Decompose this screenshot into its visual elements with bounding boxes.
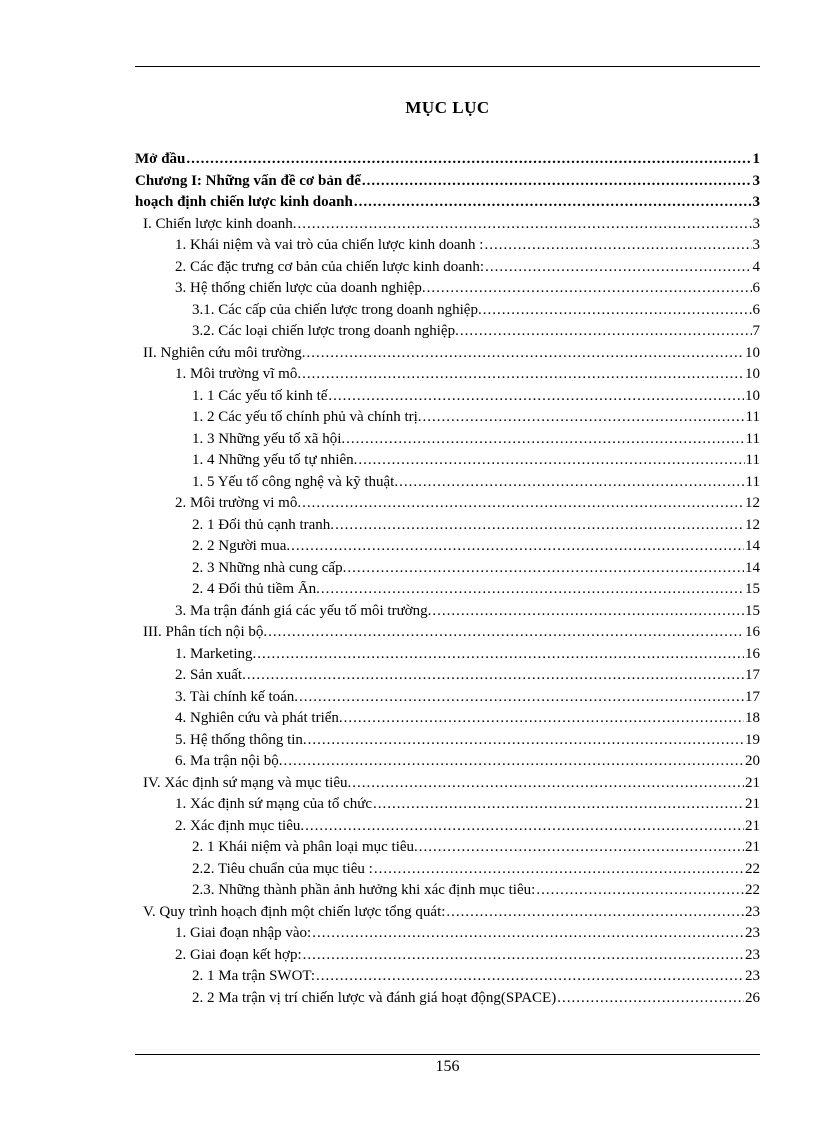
toc-dot-leader (373, 796, 744, 813)
table-of-contents (135, 151, 760, 1011)
toc-entry[interactable] (135, 538, 760, 560)
page-number: 156 (435, 1058, 460, 1075)
toc-entry-page: 14 (745, 559, 760, 576)
toc-entry[interactable] (135, 409, 760, 431)
toc-entry-page: 3 (752, 172, 760, 189)
toc-dot-leader (344, 710, 744, 727)
toc-dot-leader (186, 151, 751, 168)
toc-entry-title: IV. Xác định sứ mạng và mục tiêu. (143, 774, 352, 791)
toc-entry-page: 12 (745, 495, 760, 511)
toc-entry-title: 2.3. Những thành phần ảnh hưởng khi xác định mục tiêu: (192, 882, 536, 898)
toc-entry-page: 10 (745, 344, 760, 361)
toc-entry-title: 2. Sản xuất. (175, 667, 246, 683)
toc-entry-title: 1. 4 Những yếu tố tự nhiên. (192, 452, 358, 468)
toc-dot-leader (328, 388, 744, 405)
toc-entry-page: 15 (745, 602, 760, 619)
toc-entry-page: 16 (745, 624, 760, 640)
toc-entry-page: 17 (745, 688, 760, 705)
toc-dot-leader (347, 560, 744, 577)
toc-entry-title: 1. Môi trường vĩ mô. (175, 366, 302, 382)
toc-entry-title: 2. 2 Người mua. (192, 538, 291, 554)
toc-entry-title: 2. Môi trường vi mô. (175, 495, 302, 511)
toc-dot-leader (399, 474, 744, 491)
toc-entry[interactable] (135, 194, 760, 216)
toc-entry-page: 14 (745, 538, 760, 554)
toc-entry[interactable] (135, 882, 760, 904)
toc-dot-leader (358, 452, 744, 469)
toc-entry[interactable] (135, 474, 760, 496)
toc-entry-page: 17 (745, 667, 760, 683)
toc-dot-leader (308, 732, 744, 749)
toc-dot-leader (419, 839, 744, 856)
toc-entry[interactable] (135, 581, 760, 603)
toc-dot-leader (460, 323, 752, 340)
toc-entry[interactable] (135, 345, 760, 367)
toc-entry-title: II. Nghiên cứu môi trường. (143, 344, 306, 361)
toc-entry[interactable] (135, 667, 760, 689)
toc-entry-page: 11 (745, 409, 760, 425)
toc-entry-page: 11 (745, 452, 760, 468)
toc-dot-leader (446, 904, 744, 921)
toc-entry-title: 1. Xác định sứ mạng của tổ chức (175, 796, 373, 812)
toc-dot-leader (346, 431, 744, 448)
toc-entry-page: 21 (745, 774, 760, 791)
toc-entry-title: III. Phân tích nội bộ. (143, 624, 268, 640)
toc-entry-page: 3 (752, 237, 760, 253)
toc-dot-leader (316, 968, 744, 985)
toc-dot-leader (362, 173, 752, 190)
toc-entry-title: 1. 5 Yếu tố công nghệ và kỹ thuật. (192, 473, 399, 490)
footer-rule (135, 1054, 760, 1055)
toc-entry[interactable] (135, 302, 760, 324)
toc-entry[interactable] (135, 237, 760, 259)
toc-entry-page: 16 (745, 645, 760, 662)
toc-dot-leader (432, 603, 744, 620)
toc-entry-title: V. Quy trình hoạch định một chiến lược tổng quát: (143, 903, 446, 920)
toc-entry[interactable] (135, 216, 760, 238)
toc-entry[interactable] (135, 753, 760, 775)
header-rule (135, 66, 760, 67)
toc-entry[interactable] (135, 280, 760, 302)
toc-entry[interactable] (135, 904, 760, 926)
toc-entry-page: 7 (752, 323, 760, 339)
toc-entry-page: 23 (745, 903, 760, 920)
toc-entry-page: 10 (745, 387, 760, 404)
toc-entry[interactable] (135, 517, 760, 539)
toc-entry-title: 2. 1 Đối thủ cạnh tranh. (192, 516, 335, 533)
toc-entry-title: 2.2. Tiêu chuẩn của mục tiêu : (192, 860, 373, 877)
toc-dot-leader (247, 667, 744, 684)
toc-entry-title: 2. Các đặc trưng cơ bản của chiến lược kinh doanh: (175, 258, 485, 275)
toc-entry[interactable] (135, 366, 760, 388)
toc-entry-title: Chương I: Những vấn đề cơ bản để (135, 172, 361, 189)
toc-dot-leader (302, 366, 744, 383)
toc-entry-title: 2. 2 Ma trận vị trí chiến lược và đánh giá hoạt động(SPACE) (192, 989, 557, 1006)
toc-dot-leader (303, 947, 744, 964)
toc-entry-title: 4. Nghiên cứu và phát triển. (175, 710, 343, 726)
toc-entry-title: 3. Tài chính kế toán. (175, 688, 299, 705)
toc-entry[interactable] (135, 710, 760, 732)
toc-entry-page: 22 (745, 860, 760, 877)
toc-dot-leader (302, 495, 744, 512)
toc-dot-leader (484, 237, 751, 254)
toc-entry[interactable] (135, 259, 760, 281)
toc-entry-title: 1. 3 Những yếu tố xã hội. (192, 430, 346, 447)
toc-entry-title: I. Chiến lược kinh doanh. (143, 215, 297, 232)
toc-dot-leader (291, 538, 744, 555)
toc-entry-page: 23 (745, 925, 760, 941)
toc-dot-leader (374, 861, 744, 878)
toc-entry-page: 26 (745, 989, 760, 1006)
toc-entry-page: 6 (752, 301, 760, 318)
toc-dot-leader (299, 689, 744, 706)
toc-entry-title: 1. 2 Các yếu tố chính phủ và chính trị. (192, 409, 422, 425)
toc-heading: MỤC LỤC (405, 98, 490, 117)
toc-entry[interactable] (135, 925, 760, 947)
toc-entry-title: 3.1. Các cấp của chiến lược trong doanh nghiệp. (192, 301, 482, 318)
toc-entry-title: 3.2. Các loại chiến lược trong doanh nghiệp. (192, 323, 459, 339)
toc-entry-title: 2. Giai đoạn kết hợp: (175, 946, 302, 963)
toc-entry-title: 3. Ma trận đánh giá các yếu tố môi trường. (175, 602, 432, 619)
toc-dot-leader (321, 581, 744, 598)
toc-dot-leader (485, 259, 751, 276)
toc-entry-page: 1 (752, 151, 760, 167)
toc-entry[interactable] (135, 646, 760, 668)
toc-dot-leader (268, 624, 744, 641)
toc-entry[interactable] (135, 388, 760, 410)
toc-dot-leader (312, 925, 744, 942)
toc-entry-title: 1. Marketing. (175, 645, 257, 662)
toc-dot-leader (423, 409, 745, 426)
toc-entry[interactable] (135, 173, 760, 195)
toc-entry[interactable] (135, 775, 760, 797)
toc-entry[interactable] (135, 495, 760, 517)
toc-entry-title: 1. Khái niệm và vai trò của chiến lược kinh doanh : (175, 237, 484, 253)
toc-dot-leader (298, 216, 752, 233)
toc-entry-page: 4 (752, 258, 760, 275)
toc-entry-page: 10 (745, 366, 760, 382)
toc-entry[interactable] (135, 861, 760, 883)
toc-dot-leader (354, 194, 752, 211)
toc-entry-page: 6 (752, 280, 760, 296)
toc-entry[interactable] (135, 990, 760, 1012)
toc-entry-page: 11 (745, 473, 760, 490)
toc-entry-page: 19 (745, 731, 760, 748)
toc-entry-title: 2. 1 Ma trận SWOT: (192, 968, 315, 984)
toc-entry-title: 5. Hệ thống thông tin. (175, 731, 307, 748)
toc-dot-leader (257, 646, 744, 663)
toc-dot-leader (427, 280, 752, 297)
toc-entry[interactable] (135, 624, 760, 646)
toc-entry-page: 3 (752, 215, 760, 232)
toc-entry-title: 1. 1 Các yếu tố kinh tế (192, 387, 328, 404)
toc-entry-page: 22 (745, 882, 760, 898)
toc-entry-page: 23 (745, 946, 760, 963)
toc-entry[interactable] (135, 689, 760, 711)
toc-entry-page: 18 (745, 710, 760, 726)
toc-dot-leader (335, 517, 744, 534)
toc-entry-page: 21 (745, 839, 760, 855)
toc-entry[interactable] (135, 452, 760, 474)
toc-entry-title: 2. Xác định mục tiêu. (175, 817, 305, 834)
toc-entry-title: Mở đầu (135, 151, 186, 167)
toc-entry[interactable] (135, 968, 760, 990)
toc-entry[interactable] (135, 947, 760, 969)
toc-entry-title: 6. Ma trận nội bộ. (175, 753, 283, 769)
toc-dot-leader (557, 990, 744, 1007)
toc-dot-leader (483, 302, 752, 319)
toc-entry[interactable] (135, 732, 760, 754)
toc-entry-title: 2. 3 Những nhà cung cấp. (192, 559, 347, 576)
toc-entry-title: hoạch định chiến lược kinh doanh (135, 194, 353, 210)
toc-entry-title: 1. Giai đoạn nhập vào: (175, 925, 312, 941)
toc-entry[interactable] (135, 431, 760, 453)
toc-entry-page: 12 (745, 516, 760, 533)
toc-entry[interactable] (135, 818, 760, 840)
toc-entry[interactable] (135, 151, 760, 173)
toc-entry-title: 2. 1 Khái niệm và phân loại mục tiêu. (192, 839, 418, 855)
toc-entry-page: 3 (752, 194, 760, 210)
toc-entry-title: 2. 4 Đối thủ tiềm Ẩn. (192, 581, 320, 597)
toc-entry[interactable] (135, 323, 760, 345)
toc-entry-page: 21 (745, 796, 760, 812)
toc-dot-leader (305, 818, 744, 835)
toc-entry-page: 21 (745, 817, 760, 834)
toc-dot-leader (283, 753, 744, 770)
toc-entry[interactable] (135, 603, 760, 625)
toc-entry-page: 15 (745, 581, 760, 597)
toc-entry-page: 20 (745, 753, 760, 769)
toc-entry-page: 11 (745, 430, 760, 447)
toc-entry[interactable] (135, 560, 760, 582)
toc-entry[interactable] (135, 839, 760, 861)
toc-entry[interactable] (135, 796, 760, 818)
toc-entry-title: 3. Hệ thống chiến lược của doanh nghiệp. (175, 280, 426, 296)
toc-dot-leader (307, 345, 745, 362)
toc-dot-leader (536, 882, 744, 899)
toc-entry-page: 23 (745, 968, 760, 984)
toc-dot-leader (352, 775, 744, 792)
